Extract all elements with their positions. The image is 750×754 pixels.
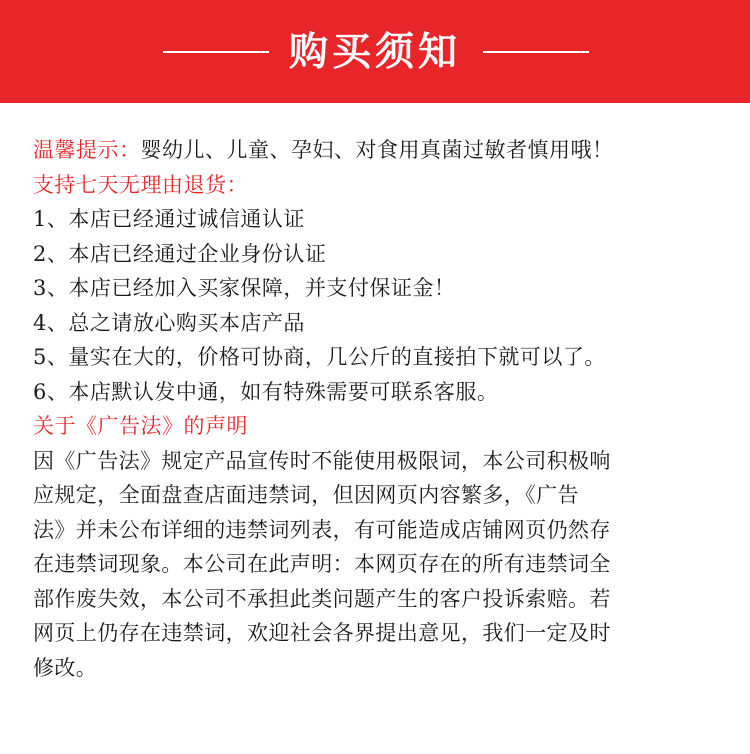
header-divider-right [483,51,589,53]
notice-content [33,133,723,685]
statement-line: 修改。 [33,655,98,680]
statement-line: 部作废失效，本公司不承担此类问题产生的客户投诉索赔。若 [33,586,611,611]
ad-law-heading: 关于《广告法》的声明 [33,414,248,438]
list-item: 6、本店默认发中通，如有特殊需要可联系客服。 [33,379,499,404]
header-divider-left [163,51,269,53]
statement-line: 应规定，全面盘查店面违禁词，但因网页内容繁多，《广告 [33,483,579,507]
list-item: 3、本店已经加入买家保障，并支付保证金！ [33,276,456,300]
ad-law-statement [33,444,723,686]
reminder-row [33,133,723,168]
statement-line: 在违禁词现象。本公司在此声明：本网页存在的所有违禁词全 [33,552,611,576]
list-item: 4、总之请放心购买本店产品 [33,310,305,335]
reminder-text: 婴幼儿、儿童、孕妇、对食用真菌过敏者慎用哦！ [140,138,614,162]
list-item: 2、本店已经通过企业身份认证 [33,241,327,266]
header-banner [0,0,750,103]
returns-heading: 支持七天无理由退货： [33,172,248,197]
list-item: 1、本店已经通过诚信通认证 [33,207,305,231]
list-item: 5、量实在大的，价格可协商，几公斤的直接拍下就可以了。 [33,345,606,369]
statement-line: 法》并未公布详细的违禁词列表，有可能造成店铺网页仍然存 [33,517,611,542]
statement-line: 因《广告法》规定产品宣传时不能使用极限词，本公司积极响 [33,448,611,473]
page-title: 购买须知 [288,29,461,75]
statement-line: 网页上仍存在违禁词，欢迎社会各界提出意见，我们一定及时 [33,621,611,645]
reminder-label: 温馨提示： [33,138,141,162]
